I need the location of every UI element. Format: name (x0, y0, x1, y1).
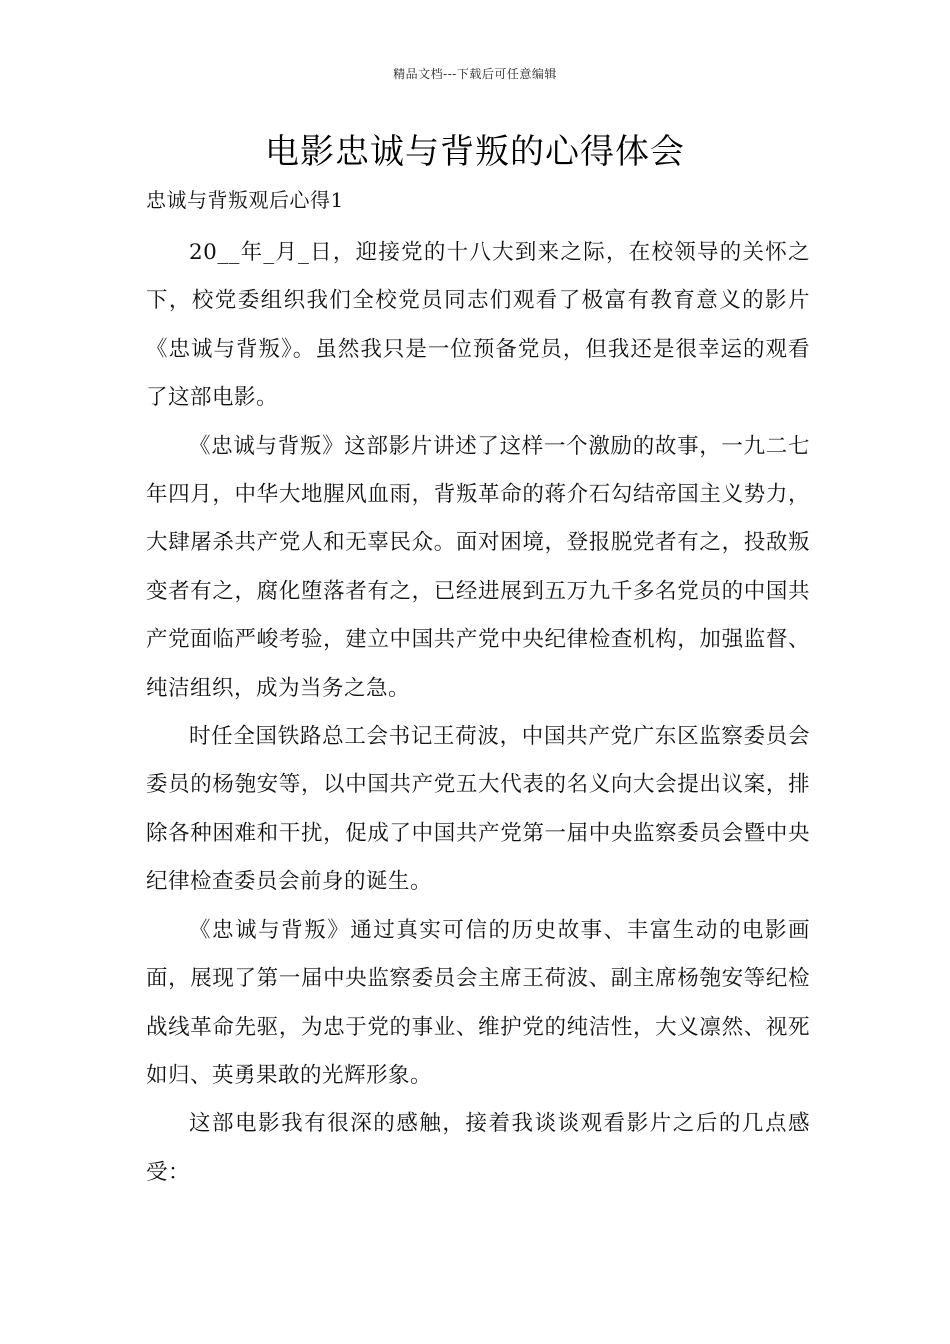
page-title: 电影忠诚与背叛的心得体会 (265, 132, 685, 172)
paragraph: 这部电影我有很深的感触，接着我谈谈观看影片之后的几点感受： (146, 1111, 810, 1185)
paragraph: 《忠诚与背叛》通过真实可信的历史故事、丰富生动的电影画面，展现了第一届中央监察委员会主席王荷波、副主席杨匏安等纪检战线革命先驱，为忠于党的事业、维护党的纯洁性，大义凛然、视死如归、英勇果敢的光辉形象。 (146, 917, 810, 1088)
body-text (146, 229, 810, 1197)
paragraph: 时任全国铁路总工会书记王荷波，中国共产党广东区监察委员会委员的杨匏安等，以中国共产党五大代表的名义向大会提出议案，排除各种困难和干扰，促成了中国共产党第一届中央监察委员会暨中央纪律检查委员会前身的诞生。 (146, 724, 810, 895)
section-subheading: 忠诚与背叛观后心得1 (146, 188, 344, 212)
paragraph: 20__年_月_日，迎接党的十八大到来之际，在校领导的关怀之下，校党委组织我们全校党员同志们观看了极富有教育意义的影片《忠诚与背叛》。虽然我只是一位预备党员，但我还是很幸运的观看了这部电影。 (146, 240, 810, 411)
paragraph: 《忠诚与背叛》这部影片讲述了这样一个激励的故事，一九二七年四月，中华大地腥风血雨，背叛革命的蒋介石勾结帝国主义势力，大肆屠杀共产党人和无辜民众。面对困境，登报脱党者有之，投敌叛变者有之，腐化堕落者有之，已经进展到五万九千多名党员的中国共产党面临严峻考验，建立中国共产党中央纪律检查机构，加强监督、纯洁组织，成为当务之急。 (146, 433, 810, 701)
header-note: 精品文档---下载后可任意编辑 (393, 67, 557, 81)
